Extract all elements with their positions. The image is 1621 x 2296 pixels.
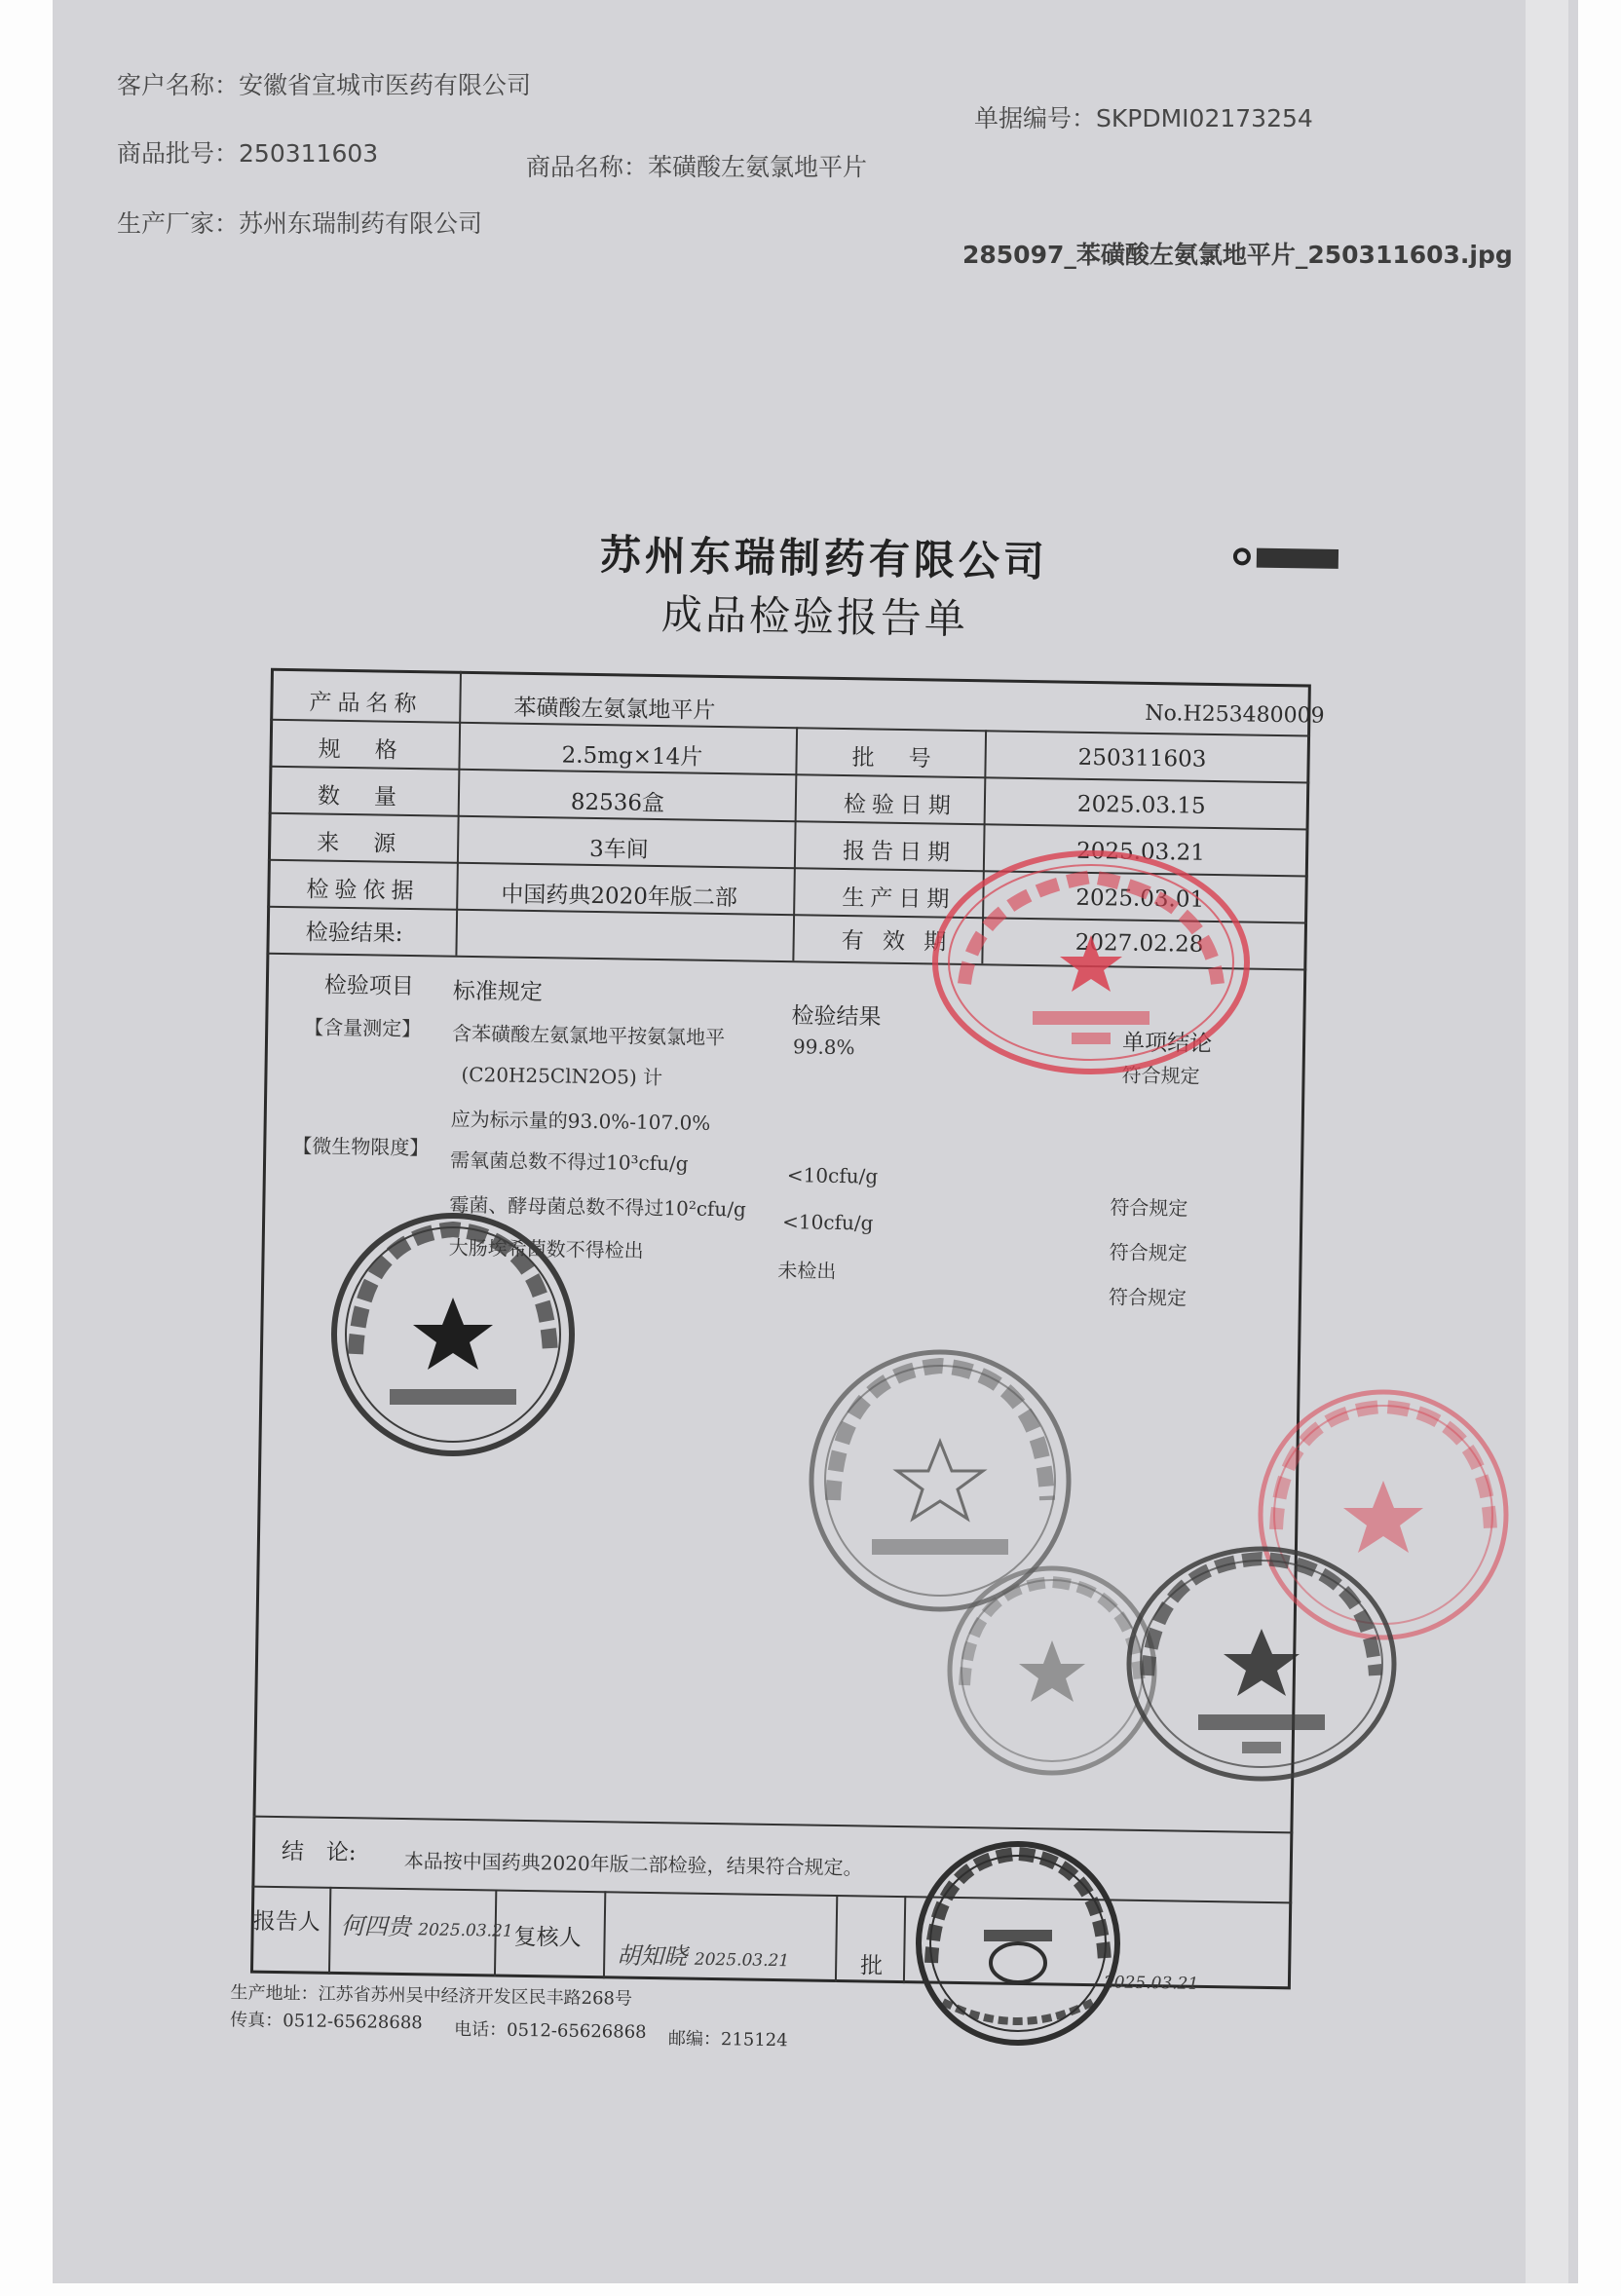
col-item-header: 检验项目 [323,972,415,1000]
micro-conclusion-1: 符合规定 [1110,1195,1188,1221]
assay-tag: 【含量测定】 [304,1015,422,1041]
conclusion-text: 本品按中国药典2020年版二部检验，结果符合规定。 [403,1849,863,1880]
assay-standard-1: 含苯磺酸左氨氯地平按氨氯地平 [451,1021,726,1050]
footer-postcode: 邮编：215124 [667,2028,788,2051]
footer-address: 生产地址：江苏省苏州吴中经济开发区民丰路268号 [230,1982,633,2010]
file-name: 285097_苯磺酸左氨氯地平片_250311603.jpg [962,241,1513,269]
batch-line: 商品批号：250311603 [117,139,379,168]
product-name-label: 产品名称 [309,690,423,718]
assay-standard-3: 应为标示量的93.0%-107.0% [450,1107,711,1135]
micro-conclusion-3: 符合规定 [1108,1285,1187,1310]
approver-date: 2025.03.21 [1103,1973,1199,1994]
micro-standard-1: 需氧菌总数不得过10³cfu/g [449,1148,689,1176]
dark-quality-management-seal [321,1208,584,1461]
source-value: 3车间 [588,836,649,863]
col-standard-header: 标准规定 [452,978,544,1006]
report-date-value: 2025.03.21 [1075,838,1206,866]
reporter-signature: 何四贵 2025.03.21 [340,1912,513,1941]
product-line: 商品名称：苯磺酸左氨氯地平片 [526,153,868,181]
production-date-value: 2025.03.01 [1075,885,1205,913]
basis-label: 检验依据 [306,877,420,905]
col-result-header: 检验结果 [791,1003,882,1031]
spec-label: 规 格 [318,736,403,764]
micro-result-1: <10cfu/g [786,1163,879,1188]
expiry-label: 有 效 期 [841,927,953,956]
red-quality-report-seal [925,838,1257,1091]
expiry-value: 2027.02.28 [1074,929,1204,958]
report-title: 成品检验报告单 [660,590,969,643]
micro-standard-3: 大肠埃希菌数不得检出 [448,1235,644,1262]
basis-value: 中国药典2020年版二部 [501,882,738,912]
micro-result-3: 未检出 [777,1258,837,1283]
assay-conclusion: 符合规定 [1121,1063,1200,1088]
micro-standard-2: 霉菌、酵母菌总数不得过10²cfu/g [449,1192,747,1222]
qa-quality-assurance-seal [906,1836,1130,2051]
dark-report-seal [1120,1539,1403,1792]
assay-standard-2: (C20H25ClN2O5) 计 [461,1062,663,1090]
product-name-value: 苯磺酸左氨氯地平片 [513,695,716,724]
reviewer-signature: 胡知晓 2025.03.21 [617,1941,790,1972]
spec-value: 2.5mg×14片 [561,742,703,771]
doc-number-line: 单据编号：SKPDMI02173254 [974,104,1313,132]
micro-tag: 【微生物限度】 [292,1134,430,1160]
quantity-label: 数 量 [317,783,403,810]
assay-result: 99.8% [792,1035,855,1060]
test-date-label: 检验日期 [843,791,958,819]
col-conclusion-header: 单项结论 [1121,1030,1213,1057]
batch-label: 批 号 [851,745,937,772]
company-title: 苏州东瑞制药有限公司 [599,531,1049,586]
batch-value: 250311603 [1077,744,1207,772]
company-logo [1233,545,1342,576]
footer-tel: 电话：0512-65626868 [453,2018,647,2043]
test-date-value: 2025.03.15 [1076,791,1206,819]
micro-conclusion-2: 符合规定 [1109,1240,1187,1265]
reporter-label: 报告人 [252,1908,320,1936]
micro-result-2: <10cfu/g [781,1210,874,1235]
source-label: 来 源 [316,830,402,857]
footer-fax: 传真：0512-65628688 [230,2010,423,2034]
maker-line: 生产厂家：苏州东瑞制药有限公司 [117,209,483,238]
quantity-value: 82536盒 [570,789,665,817]
serial-number: No.H253480009 [1145,700,1325,729]
customer-line: 客户名称：安徽省宣城市医药有限公司 [117,71,532,99]
reviewer-label: 复核人 [513,1924,582,1951]
results-label: 检验结果: [305,920,403,947]
conclusion-label: 结 论: [281,1839,357,1866]
approver-label: 批 [859,1953,884,1979]
production-date-label: 生产日期 [842,885,956,913]
report-date-label: 报告日期 [842,838,957,866]
